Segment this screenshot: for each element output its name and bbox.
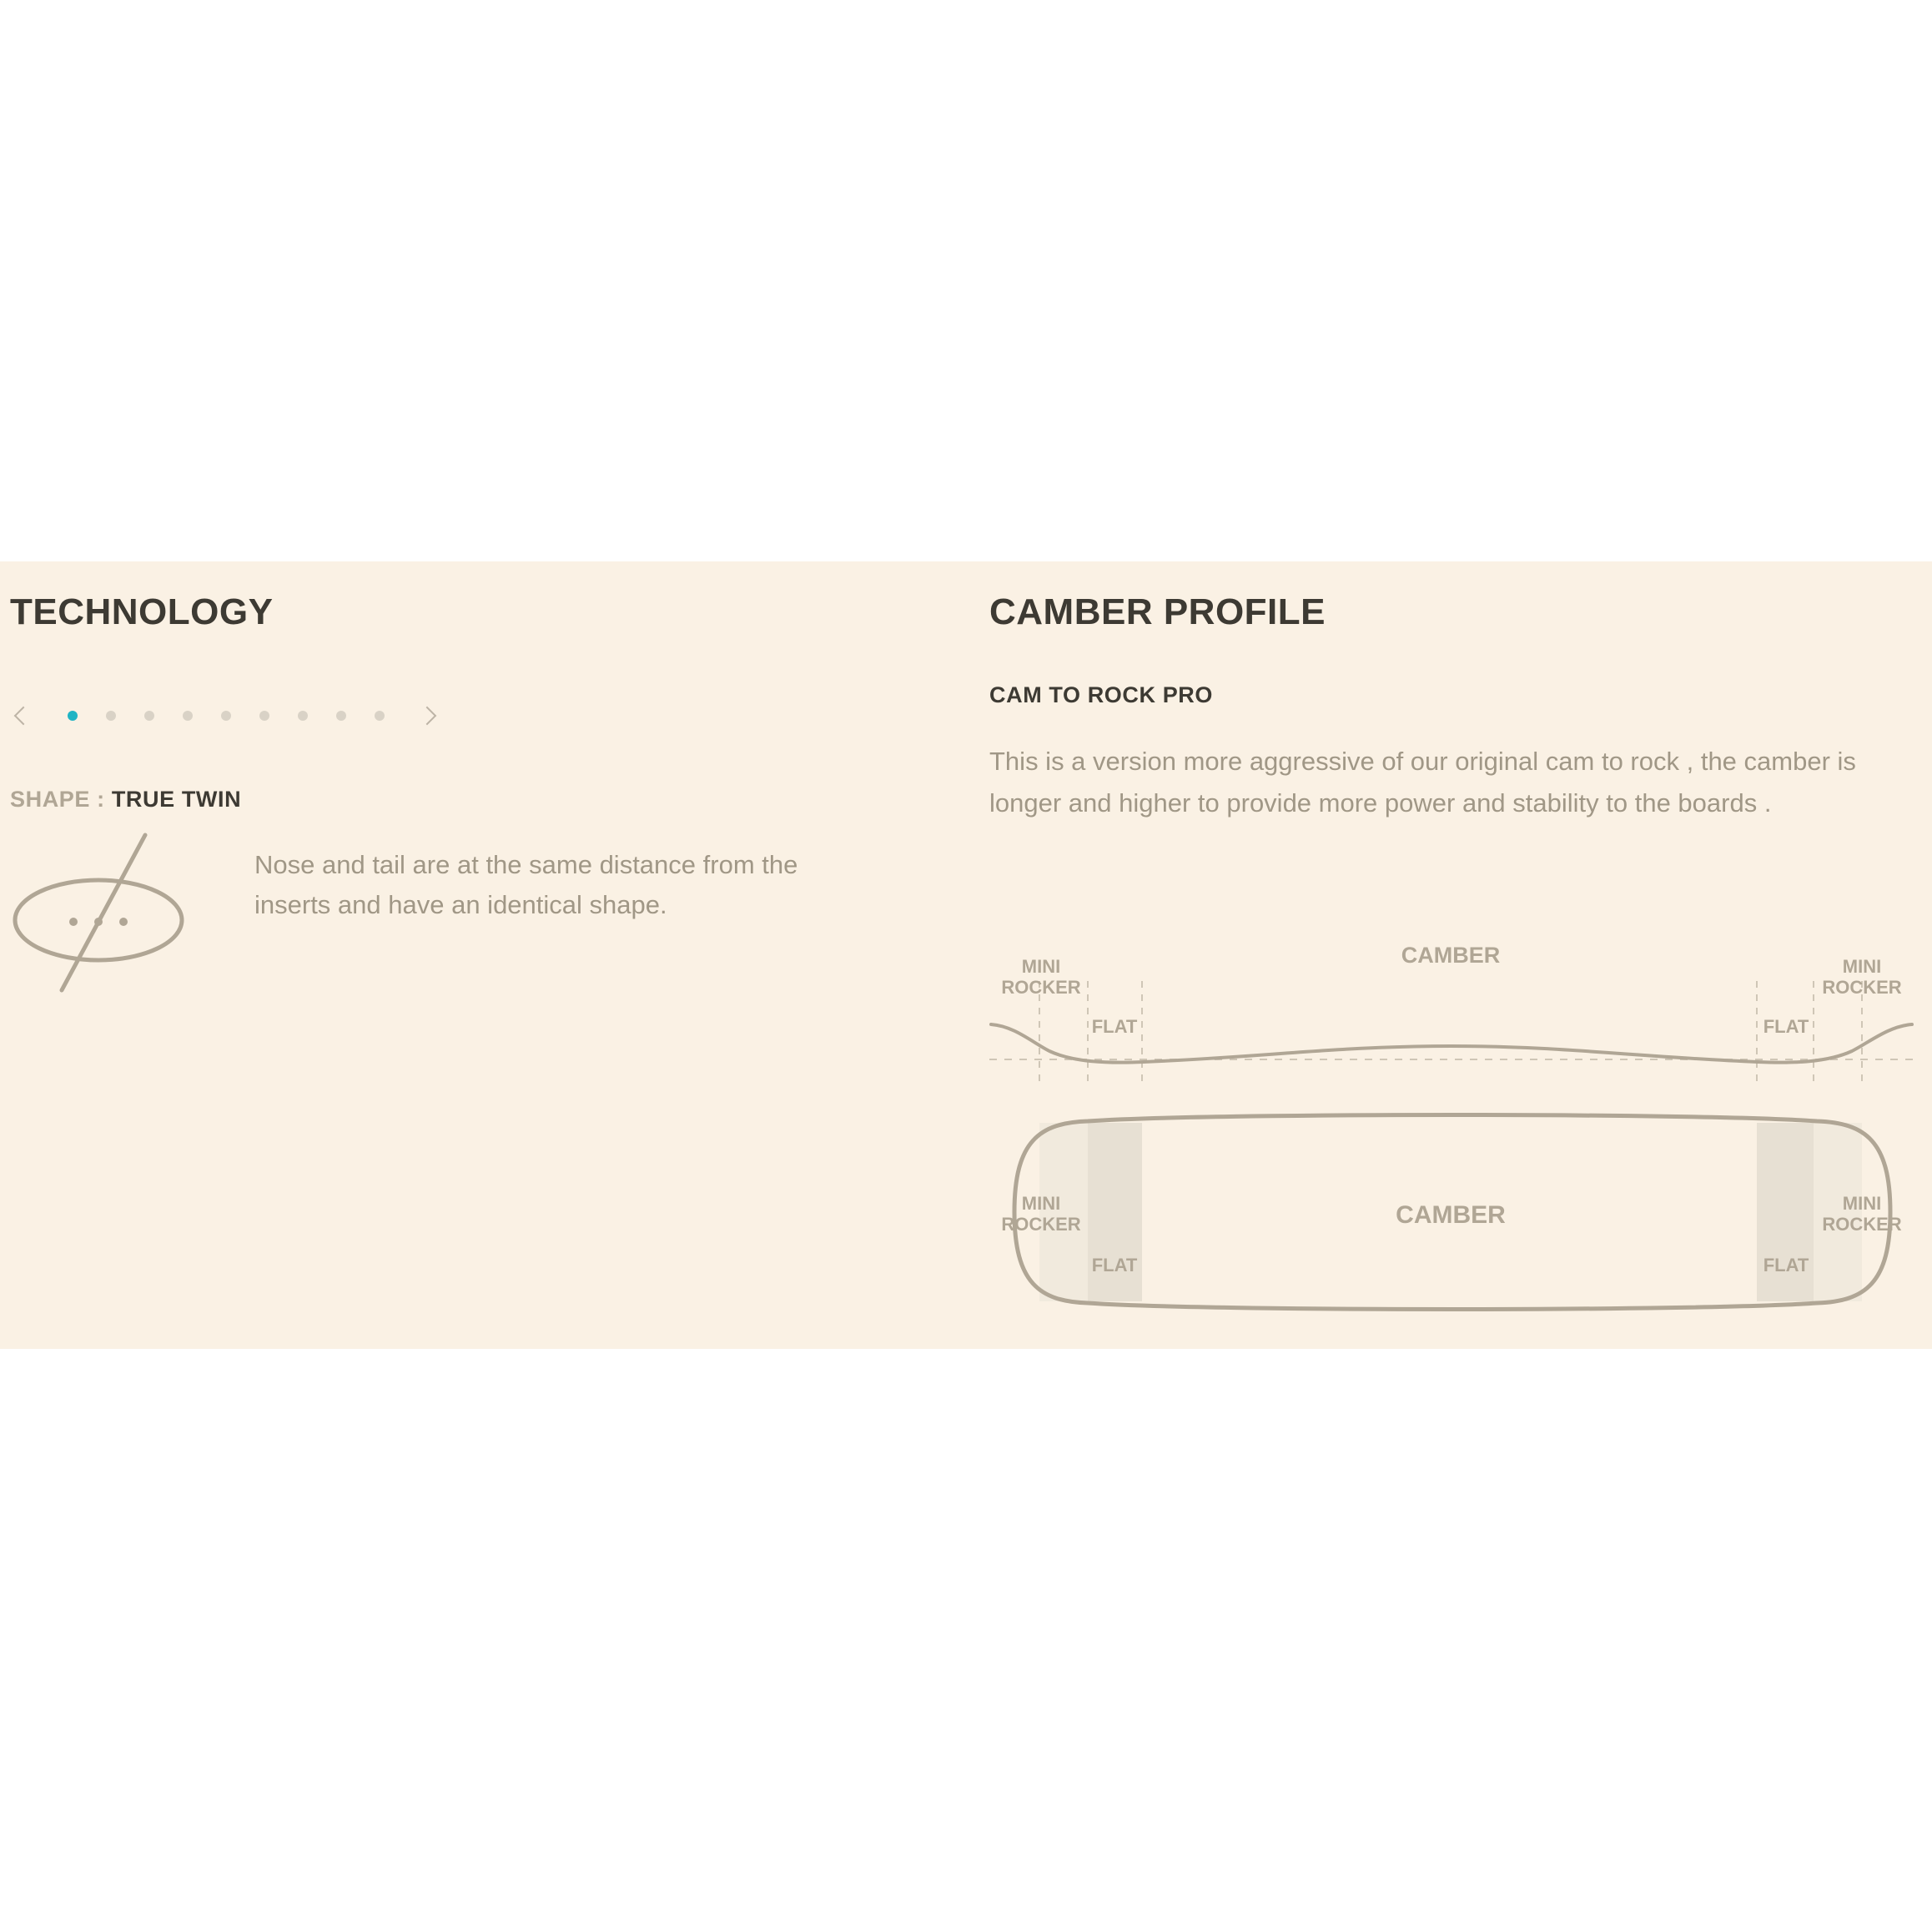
shape-row [10,787,241,813]
camber-board-diagram [989,1108,1915,1316]
profile-mini-rocker-right-line1: MINI [1842,956,1882,977]
chevron-left-icon[interactable] [10,703,35,728]
board-flat-left: FLAT [1091,1255,1138,1275]
true-twin-shape-icon [12,827,212,1002]
camber-subtitle: CAM TO ROCK PRO [989,682,1214,707]
carousel-dot-7[interactable] [298,711,308,721]
technology-column [0,561,989,1349]
board-mini-rocker-left-line2: ROCKER [1001,1214,1081,1235]
profile-camber-label: CAMBER [1401,943,1501,968]
board-mini-rocker-right-line1: MINI [1842,1193,1882,1214]
board-flat-right: FLAT [1763,1255,1809,1275]
carousel-dot-2[interactable] [106,711,116,721]
camber-description: This is a version more aggressive of our original cam to rock , the camber is longer and higher to provide more power and stability to the boards . [989,747,1856,818]
technology-carousel[interactable] [10,699,427,732]
shape-value: TRUE TWIN [111,787,242,812]
carousel-dot-1[interactable] [68,711,78,721]
profile-mini-rocker-right-line2: ROCKER [1822,977,1902,998]
carousel-dot-5[interactable] [221,711,231,721]
camber-profile-diagram [989,933,1915,1099]
board-mini-rocker-right-line2: ROCKER [1822,1214,1902,1235]
profile-flat-left: FLAT [1091,1016,1138,1037]
carousel-dot-8[interactable] [336,711,346,721]
camber-heading: CAMBER PROFILE [989,591,1326,632]
profile-mini-rocker-left-line1: MINI [1021,956,1061,977]
shape-description: Nose and tail are at the same distance from the inserts and have an identical shape. [254,850,798,920]
carousel-dot-6[interactable] [259,711,269,721]
product-tech-panel [0,561,1932,1349]
profile-flat-right: FLAT [1763,1016,1809,1037]
carousel-dot-4[interactable] [183,711,193,721]
chevron-right-icon[interactable] [417,703,442,728]
carousel-dot-3[interactable] [144,711,154,721]
board-mini-rocker-left-line1: MINI [1021,1193,1061,1214]
shape-label: SHAPE : [10,787,105,812]
carousel-dots[interactable] [53,711,399,721]
camber-profile-column [989,561,1932,1349]
board-camber-label: CAMBER [1396,1201,1506,1229]
profile-mini-rocker-left-line2: ROCKER [1001,977,1081,998]
carousel-dot-9[interactable] [375,711,385,721]
technology-heading: TECHNOLOGY [10,591,274,632]
